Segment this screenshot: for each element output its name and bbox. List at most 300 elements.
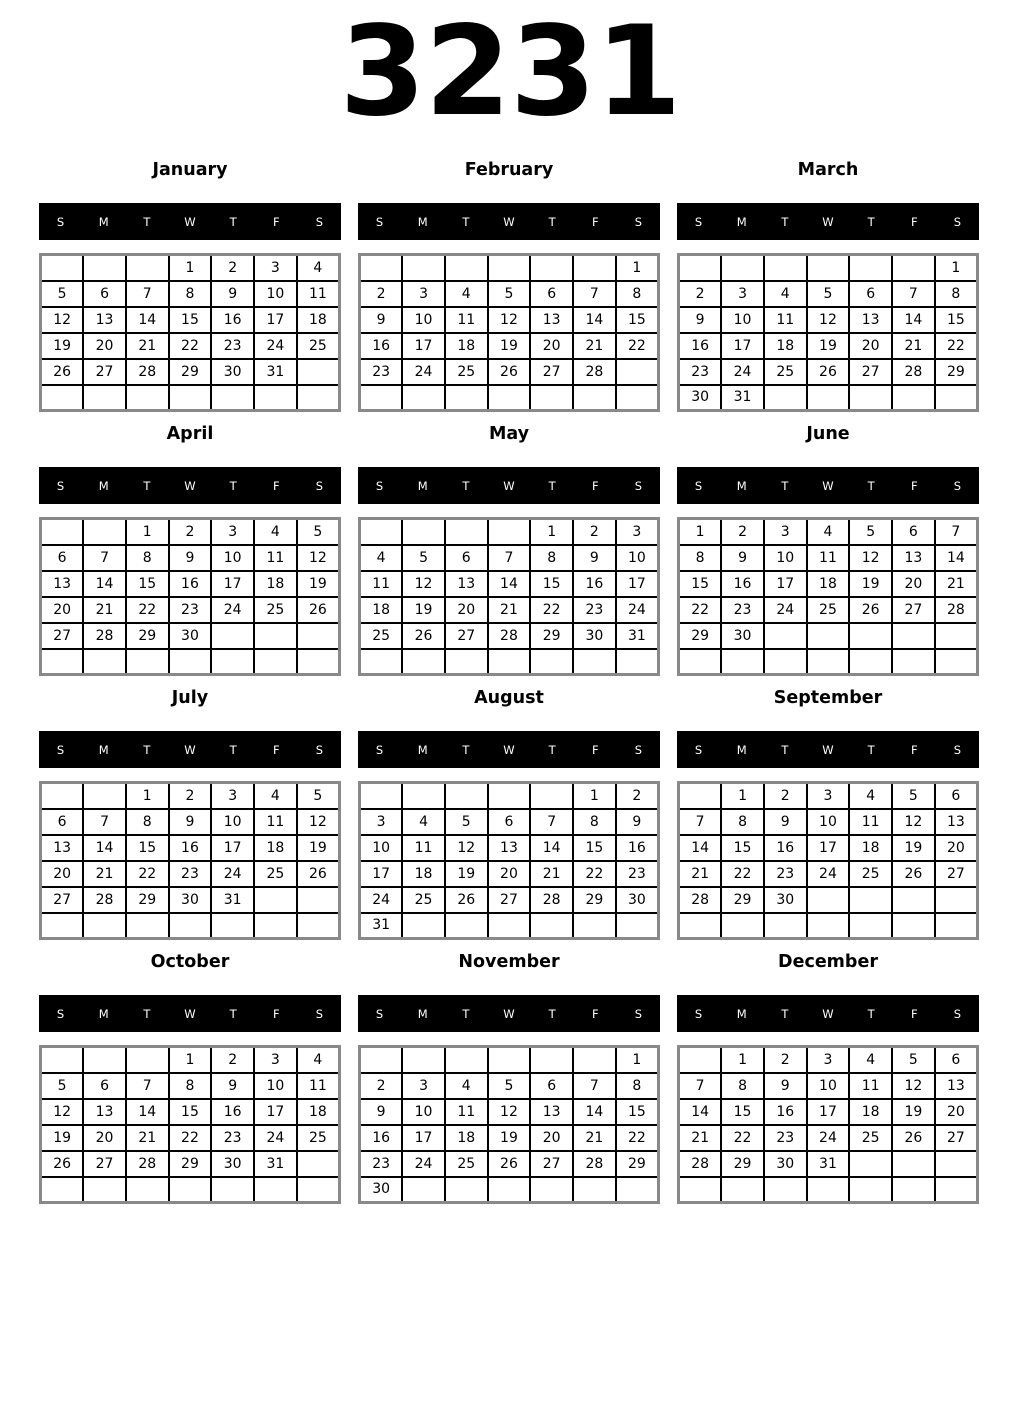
day-cell: 18 [445,333,488,359]
day-cell: 5 [297,783,340,809]
week-row [41,307,340,333]
day-cell: 28 [83,623,126,649]
day-cell: 4 [402,809,445,835]
month-title: May [488,424,530,444]
month-block [358,424,660,676]
empty-day-cell [935,913,978,939]
day-cell: 2 [169,783,212,809]
empty-day-cell [530,913,573,939]
day-cell: 2 [679,281,722,307]
weekday-label: T [548,214,556,229]
day-cell: 3 [254,255,297,281]
day-cell: 29 [126,623,169,649]
month-days-body [41,255,340,411]
day-cell: 14 [573,307,616,333]
empty-day-cell [573,649,616,675]
day-cell: 26 [849,597,892,623]
month-days-body [41,783,340,939]
empty-day-cell [402,649,445,675]
weekday-label: T [143,478,151,493]
month-block [39,160,341,412]
day-cell: 4 [849,783,892,809]
weekday-label: F [272,742,280,757]
day-cell: 4 [297,1047,340,1073]
day-cell: 3 [402,1073,445,1099]
empty-day-cell [445,519,488,545]
week-row [360,333,659,359]
empty-day-cell [297,359,340,385]
day-cell: 2 [360,281,403,307]
day-cell: 9 [679,307,722,333]
day-cell: 5 [445,809,488,835]
day-cell: 23 [211,333,254,359]
weekday-label: S [634,1006,643,1021]
day-cell: 7 [679,809,722,835]
month-days-table [39,781,341,940]
day-cell: 18 [254,571,297,597]
day-cell: 7 [935,519,978,545]
day-cell: 17 [211,571,254,597]
empty-day-cell [126,385,169,411]
day-cell: 25 [445,359,488,385]
empty-day-cell [360,783,403,809]
weekday-label: T [229,478,237,493]
empty-day-cell [892,255,935,281]
weekday-label: W [822,1006,834,1021]
week-row [679,333,978,359]
weekday-label: T [867,742,875,757]
empty-day-cell [935,1151,978,1177]
day-cell: 13 [488,835,531,861]
day-cell: 5 [488,281,531,307]
week-row [360,597,659,623]
day-cell: 20 [488,861,531,887]
empty-day-cell [445,783,488,809]
day-cell: 18 [402,861,445,887]
empty-day-cell [573,255,616,281]
empty-day-cell [360,1047,403,1073]
empty-day-cell [764,913,807,939]
empty-day-cell [402,255,445,281]
day-cell: 12 [402,571,445,597]
day-cell: 7 [573,281,616,307]
day-cell: 2 [721,519,764,545]
day-cell: 30 [169,623,212,649]
day-cell: 2 [573,519,616,545]
week-row [360,913,659,939]
day-cell: 17 [402,1125,445,1151]
day-cell: 17 [211,835,254,861]
week-row [41,835,340,861]
week-row [679,1177,978,1203]
empty-day-cell [83,255,126,281]
day-cell: 7 [83,545,126,571]
day-cell: 12 [849,545,892,571]
weekday-label: W [503,742,515,757]
day-cell: 24 [254,333,297,359]
day-cell: 28 [530,887,573,913]
empty-day-cell [849,1177,892,1203]
empty-day-cell [530,1177,573,1203]
day-cell: 10 [360,835,403,861]
weekday-label: M [98,478,109,493]
week-row [41,571,340,597]
day-cell: 1 [126,519,169,545]
day-cell: 30 [616,887,659,913]
day-cell: 26 [41,1151,84,1177]
month-title: July [171,688,209,708]
day-cell: 11 [849,1073,892,1099]
day-cell: 17 [360,861,403,887]
day-cell: 25 [297,333,340,359]
day-cell: 9 [211,1073,254,1099]
day-cell: 13 [41,571,84,597]
empty-day-cell [402,783,445,809]
day-cell: 25 [764,359,807,385]
day-cell: 24 [402,359,445,385]
empty-day-cell [764,649,807,675]
day-cell: 11 [445,1099,488,1125]
weekday-header [358,203,660,240]
month-title: January [152,160,228,180]
day-cell: 14 [530,835,573,861]
day-cell: 27 [935,861,978,887]
day-cell: 30 [764,1151,807,1177]
week-row [360,835,659,861]
day-cell: 5 [41,281,84,307]
month-title: June [806,424,850,444]
weekday-header [39,467,341,504]
week-row [679,545,978,571]
weekday-label: F [591,214,599,229]
day-cell: 8 [935,281,978,307]
week-row [679,519,978,545]
empty-day-cell [616,359,659,385]
day-cell: 28 [126,359,169,385]
day-cell: 24 [616,597,659,623]
weekday-label: M [98,742,109,757]
week-row [360,1125,659,1151]
empty-day-cell [849,1151,892,1177]
day-cell: 23 [169,597,212,623]
empty-day-cell [402,519,445,545]
weekday-header [39,731,341,768]
day-cell: 11 [297,1073,340,1099]
day-cell: 25 [297,1125,340,1151]
week-row [679,783,978,809]
day-cell: 8 [126,545,169,571]
day-cell: 10 [211,545,254,571]
day-cell: 24 [807,861,850,887]
day-cell: 25 [849,1125,892,1151]
day-cell: 4 [254,519,297,545]
weekday-header [677,731,979,768]
day-cell: 6 [530,281,573,307]
week-row [679,255,978,281]
empty-day-cell [211,385,254,411]
day-cell: 11 [849,809,892,835]
day-cell: 26 [402,623,445,649]
month-block [39,424,341,676]
empty-day-cell [892,385,935,411]
day-cell: 14 [83,835,126,861]
month-block [677,952,979,1204]
weekday-label: F [910,478,918,493]
empty-day-cell [892,1177,935,1203]
empty-day-cell [935,385,978,411]
day-cell: 28 [892,359,935,385]
weekday-label: S [375,742,384,757]
week-row [41,913,340,939]
week-row [360,281,659,307]
day-cell: 7 [892,281,935,307]
weekday-label: S [953,742,962,757]
day-cell: 30 [211,359,254,385]
empty-day-cell [530,385,573,411]
day-cell: 14 [679,1099,722,1125]
day-cell: 22 [935,333,978,359]
day-cell: 11 [297,281,340,307]
month-title: October [150,952,230,972]
day-cell: 29 [573,887,616,913]
day-cell: 26 [892,1125,935,1151]
day-cell: 17 [764,571,807,597]
day-cell: 11 [445,307,488,333]
day-cell: 24 [254,1125,297,1151]
month-block [39,688,341,940]
day-cell: 9 [360,307,403,333]
month-days-table [39,517,341,676]
day-cell: 29 [721,1151,764,1177]
empty-day-cell [360,649,403,675]
day-cell: 21 [83,597,126,623]
day-cell: 20 [849,333,892,359]
day-cell: 8 [616,281,659,307]
day-cell: 22 [679,597,722,623]
day-cell: 12 [297,809,340,835]
day-cell: 3 [360,809,403,835]
weekday-label: W [503,478,515,493]
empty-day-cell [83,649,126,675]
weekday-label: F [910,1006,918,1021]
empty-day-cell [764,1177,807,1203]
day-cell: 6 [530,1073,573,1099]
day-cell: 20 [83,333,126,359]
day-cell: 13 [83,1099,126,1125]
empty-day-cell [126,913,169,939]
empty-day-cell [616,649,659,675]
week-row [360,1151,659,1177]
day-cell: 28 [679,1151,722,1177]
week-row [679,887,978,913]
weekday-label: F [591,742,599,757]
empty-day-cell [169,913,212,939]
day-cell: 6 [445,545,488,571]
empty-day-cell [126,1047,169,1073]
empty-day-cell [807,887,850,913]
day-cell: 20 [530,1125,573,1151]
empty-day-cell [297,623,340,649]
week-row [679,281,978,307]
day-cell: 23 [360,1151,403,1177]
weekday-label: S [694,1006,703,1021]
day-cell: 1 [616,255,659,281]
week-row [41,519,340,545]
month-block [358,160,660,412]
day-cell: 27 [83,1151,126,1177]
day-cell: 30 [573,623,616,649]
day-cell: 6 [935,1047,978,1073]
day-cell: 2 [211,1047,254,1073]
day-cell: 24 [721,359,764,385]
day-cell: 24 [764,597,807,623]
day-cell: 14 [679,835,722,861]
day-cell: 1 [169,1047,212,1073]
week-row [41,1099,340,1125]
day-cell: 12 [488,307,531,333]
empty-day-cell [41,1177,84,1203]
day-cell: 16 [169,835,212,861]
weekday-label: S [315,1006,324,1021]
week-row [679,809,978,835]
day-cell: 16 [211,307,254,333]
empty-day-cell [892,1151,935,1177]
empty-day-cell [616,1177,659,1203]
month-block [677,424,979,676]
day-cell: 21 [530,861,573,887]
week-row [41,1073,340,1099]
week-row [41,385,340,411]
weekday-label: S [315,742,324,757]
weekday-label: M [736,214,747,229]
week-row [41,545,340,571]
day-cell: 19 [892,1099,935,1125]
day-cell: 15 [169,307,212,333]
empty-day-cell [935,1177,978,1203]
day-cell: 14 [488,571,531,597]
day-cell: 26 [892,861,935,887]
month-days-body [360,255,659,411]
day-cell: 18 [849,835,892,861]
weekday-header [358,731,660,768]
day-cell: 21 [679,861,722,887]
day-cell: 8 [169,1073,212,1099]
day-cell: 19 [297,571,340,597]
day-cell: 4 [849,1047,892,1073]
empty-day-cell [807,649,850,675]
day-cell: 7 [573,1073,616,1099]
day-cell: 25 [445,1151,488,1177]
day-cell: 12 [41,307,84,333]
month-days-table [358,1045,660,1204]
day-cell: 8 [616,1073,659,1099]
day-cell: 17 [616,571,659,597]
day-cell: 30 [360,1177,403,1203]
day-cell: 10 [211,809,254,835]
week-row [41,1125,340,1151]
empty-day-cell [83,385,126,411]
weekday-header [358,467,660,504]
weekday-label: S [56,478,65,493]
day-cell: 5 [892,783,935,809]
month-days-table [358,781,660,940]
month-days-table [677,253,979,412]
day-cell: 9 [211,281,254,307]
day-cell: 10 [402,307,445,333]
day-cell: 19 [402,597,445,623]
day-cell: 14 [126,307,169,333]
day-cell: 9 [721,545,764,571]
empty-day-cell [169,385,212,411]
empty-day-cell [892,913,935,939]
month-days-table [358,253,660,412]
week-row [679,649,978,675]
day-cell: 16 [679,333,722,359]
week-row [360,545,659,571]
day-cell: 27 [445,623,488,649]
empty-day-cell [254,385,297,411]
weekday-header [39,995,341,1032]
month-days-body [360,783,659,939]
weekday-label: S [56,214,65,229]
day-cell: 21 [83,861,126,887]
week-row [679,1047,978,1073]
day-cell: 6 [488,809,531,835]
empty-day-cell [402,1177,445,1203]
weekday-label: M [417,214,428,229]
month-days-body [679,783,978,939]
empty-day-cell [530,783,573,809]
day-cell: 18 [297,1099,340,1125]
weekday-label: T [781,742,789,757]
day-cell: 23 [764,1125,807,1151]
week-row [360,1177,659,1203]
day-cell: 31 [360,913,403,939]
day-cell: 17 [254,1099,297,1125]
year-title: 3231 [339,0,681,144]
empty-day-cell [849,255,892,281]
day-cell: 5 [488,1073,531,1099]
empty-day-cell [445,255,488,281]
day-cell: 20 [41,597,84,623]
weekday-label: W [184,214,196,229]
day-cell: 19 [849,571,892,597]
day-cell: 18 [764,333,807,359]
weekday-label: T [143,214,151,229]
day-cell: 30 [764,887,807,913]
day-cell: 26 [41,359,84,385]
day-cell: 28 [126,1151,169,1177]
day-cell: 4 [445,1073,488,1099]
empty-day-cell [126,649,169,675]
day-cell: 26 [488,1151,531,1177]
weekday-header [677,203,979,240]
empty-day-cell [41,649,84,675]
weekday-label: M [736,742,747,757]
day-cell: 9 [616,809,659,835]
month-days-body [360,1047,659,1203]
day-cell: 21 [488,597,531,623]
month-title: April [166,424,214,444]
day-cell: 5 [41,1073,84,1099]
day-cell: 16 [211,1099,254,1125]
empty-day-cell [254,913,297,939]
empty-day-cell [211,623,254,649]
day-cell: 9 [573,545,616,571]
week-row [360,307,659,333]
day-cell: 12 [892,809,935,835]
weekday-label: T [462,742,470,757]
